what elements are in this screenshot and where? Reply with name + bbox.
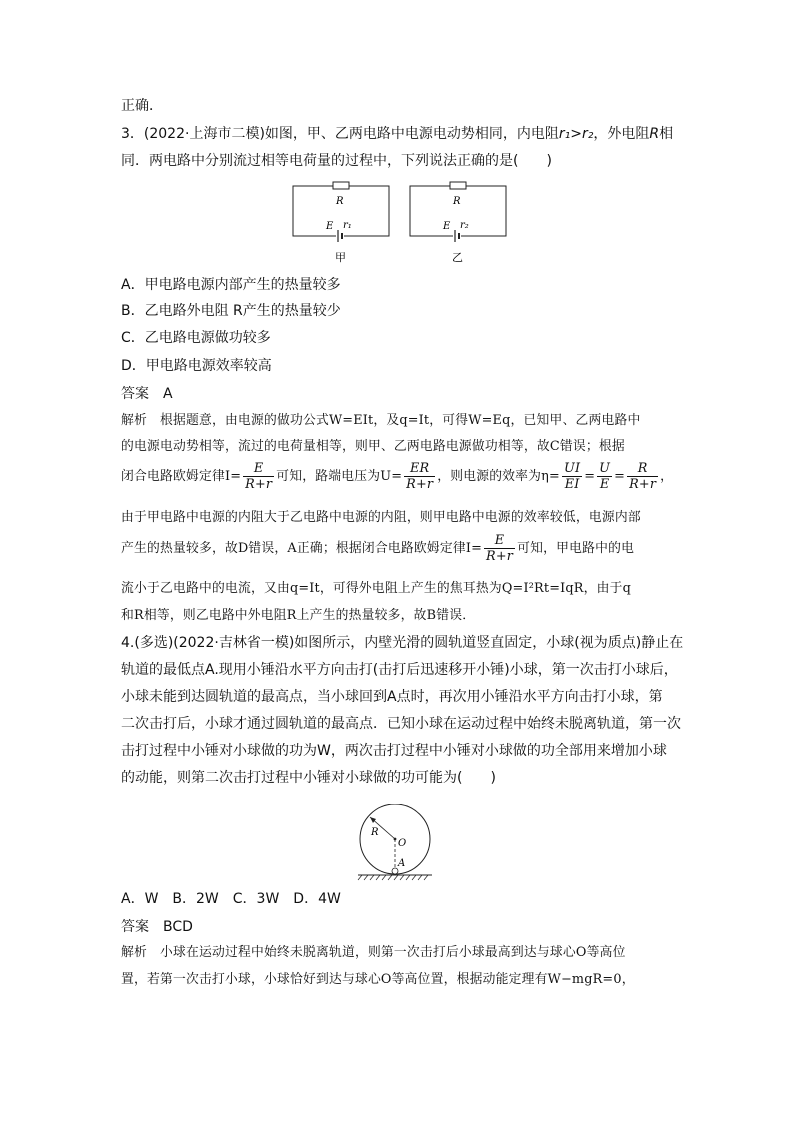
resistor-icon: [333, 182, 349, 189]
fraction: $\frac{UI}{EI}$: [563, 461, 581, 492]
option-b: B．乙电路外电阻 R产生的热量较少: [121, 303, 341, 319]
label-R: R: [336, 196, 344, 207]
label-E: E: [326, 221, 334, 232]
fraction: $\frac{E}{R+r}$: [486, 533, 514, 564]
answer-4: 答案 BCD: [121, 919, 193, 935]
explanation-3-line: 流小于乙电路中的电流，又由q=It，可得外电阻上产生的焦耳热为Q=I²Rt=IqR，由于q: [121, 581, 631, 596]
circular-track-diagram: [354, 804, 436, 882]
explanation-3-formula-line: 闭合电路欧姆定律I= $\frac{E}{R+r}$ 可知，路端电压为U= $\frac{ER}{R+r}$ ，则电源的效率为η= $\frac{UI}{EI}$ = $\frac{U}{E}$ = $\frac{R}{R+r}$ ，: [121, 461, 674, 492]
resistor-icon: [450, 182, 466, 189]
label-R: R: [371, 827, 379, 838]
question-4-line: 小球未能到达圆轨道的最高点，当小球回到A点时，再次用小锤沿水平方向击打小球，第: [121, 689, 663, 705]
question-4-line: 二次击打后，小球才通过圆轨道的最高点．已知小球在运动过程中始终未脱离轨道，第一次: [121, 716, 681, 732]
fraction: $\frac{U}{E}$: [599, 461, 611, 492]
explanation-4-line: 置，若第一次击打小球，小球恰好到达与球心O等高位置，根据动能定理有W−mgR=0，: [121, 972, 635, 987]
battery-icon: [336, 230, 344, 242]
label-r2: r₂: [460, 220, 469, 231]
question-4-line: 轨道的最低点A.现用小锤沿水平方向击打(击打后迅速移开小锤)小球，第一次击打小球后，: [121, 662, 678, 678]
option-a: A．甲电路电源内部产生的热量较多: [121, 277, 341, 293]
question-4-line: 4.(多选)(2022·吉林省一模)如图所示，内壁光滑的圆轨道竖直固定，小球(视为质点)静止在: [121, 635, 684, 651]
fraction: $\frac{R}{R+r}$: [629, 461, 657, 492]
label-R: R: [453, 196, 461, 207]
label-O: O: [398, 838, 407, 849]
label-r1: r₁: [343, 220, 352, 231]
fraction: $\frac{ER}{R+r}$: [406, 461, 434, 492]
text-line: 正确．: [121, 98, 163, 114]
option-d: D．甲电路电源效率较高: [121, 358, 272, 374]
question-3-line: 同．两电路中分别流过相等电荷量的过程中，下列说法正确的是( ): [121, 153, 552, 169]
explanation-3-line: 解析 根据题意，由电源的做功公式W=EIt，及q=It，可得W=Eq，已知甲、乙两电路中: [121, 413, 641, 428]
explanation-3-line: 的电源电动势相等，流过的电荷量相等，则甲、乙两电路电源做功相等，故C错误；根据: [121, 439, 625, 454]
question-3-line: 3．(2022·上海市二模)如图，甲、乙两电路中电源电动势相同，内电阻r₁>r₂，外电阻R相: [121, 126, 674, 142]
label-E: E: [443, 221, 451, 232]
option-c: C．乙电路电源做功较多: [121, 330, 271, 346]
explanation-3-line: 和R相等，则乙电路中外电阻R上产生的热量较多，故B错误．: [121, 608, 476, 623]
caption-jia: 甲: [335, 251, 346, 264]
explanation-3-line: 由于甲电路中电源的内阻大于乙电路中电源的内阻，则甲电路中电源的效率较低，电源内部: [121, 510, 641, 525]
label-A: A: [398, 858, 406, 869]
fraction: $\frac{E}{R+r}$: [245, 461, 273, 492]
options-4: A．W B．2W C．3W D．4W: [121, 891, 341, 907]
answer-3: 答案 A: [121, 386, 173, 402]
explanation-3-formula-line: 产生的热量较多，故D错误，A正确；根据闭合电路欧姆定律I= $\frac{E}{R+r}$ 可知，甲电路中的电: [121, 533, 635, 564]
question-4-line: 击打过程中小锤对小球做的功为W，两次击打过程中小锤对小球做的功全部用来增加小球: [121, 743, 667, 759]
question-4-line: 的动能，则第二次击打过程中小锤对小球做的功可能为( ): [121, 770, 496, 786]
circuit-diagram: [290, 180, 510, 266]
caption-yi: 乙: [452, 251, 463, 264]
battery-icon: [453, 230, 461, 242]
explanation-4-line: 解析 小球在运动过程中始终未脱离轨道，则第一次击打后小球最高到达与球心O等高位: [121, 945, 626, 960]
